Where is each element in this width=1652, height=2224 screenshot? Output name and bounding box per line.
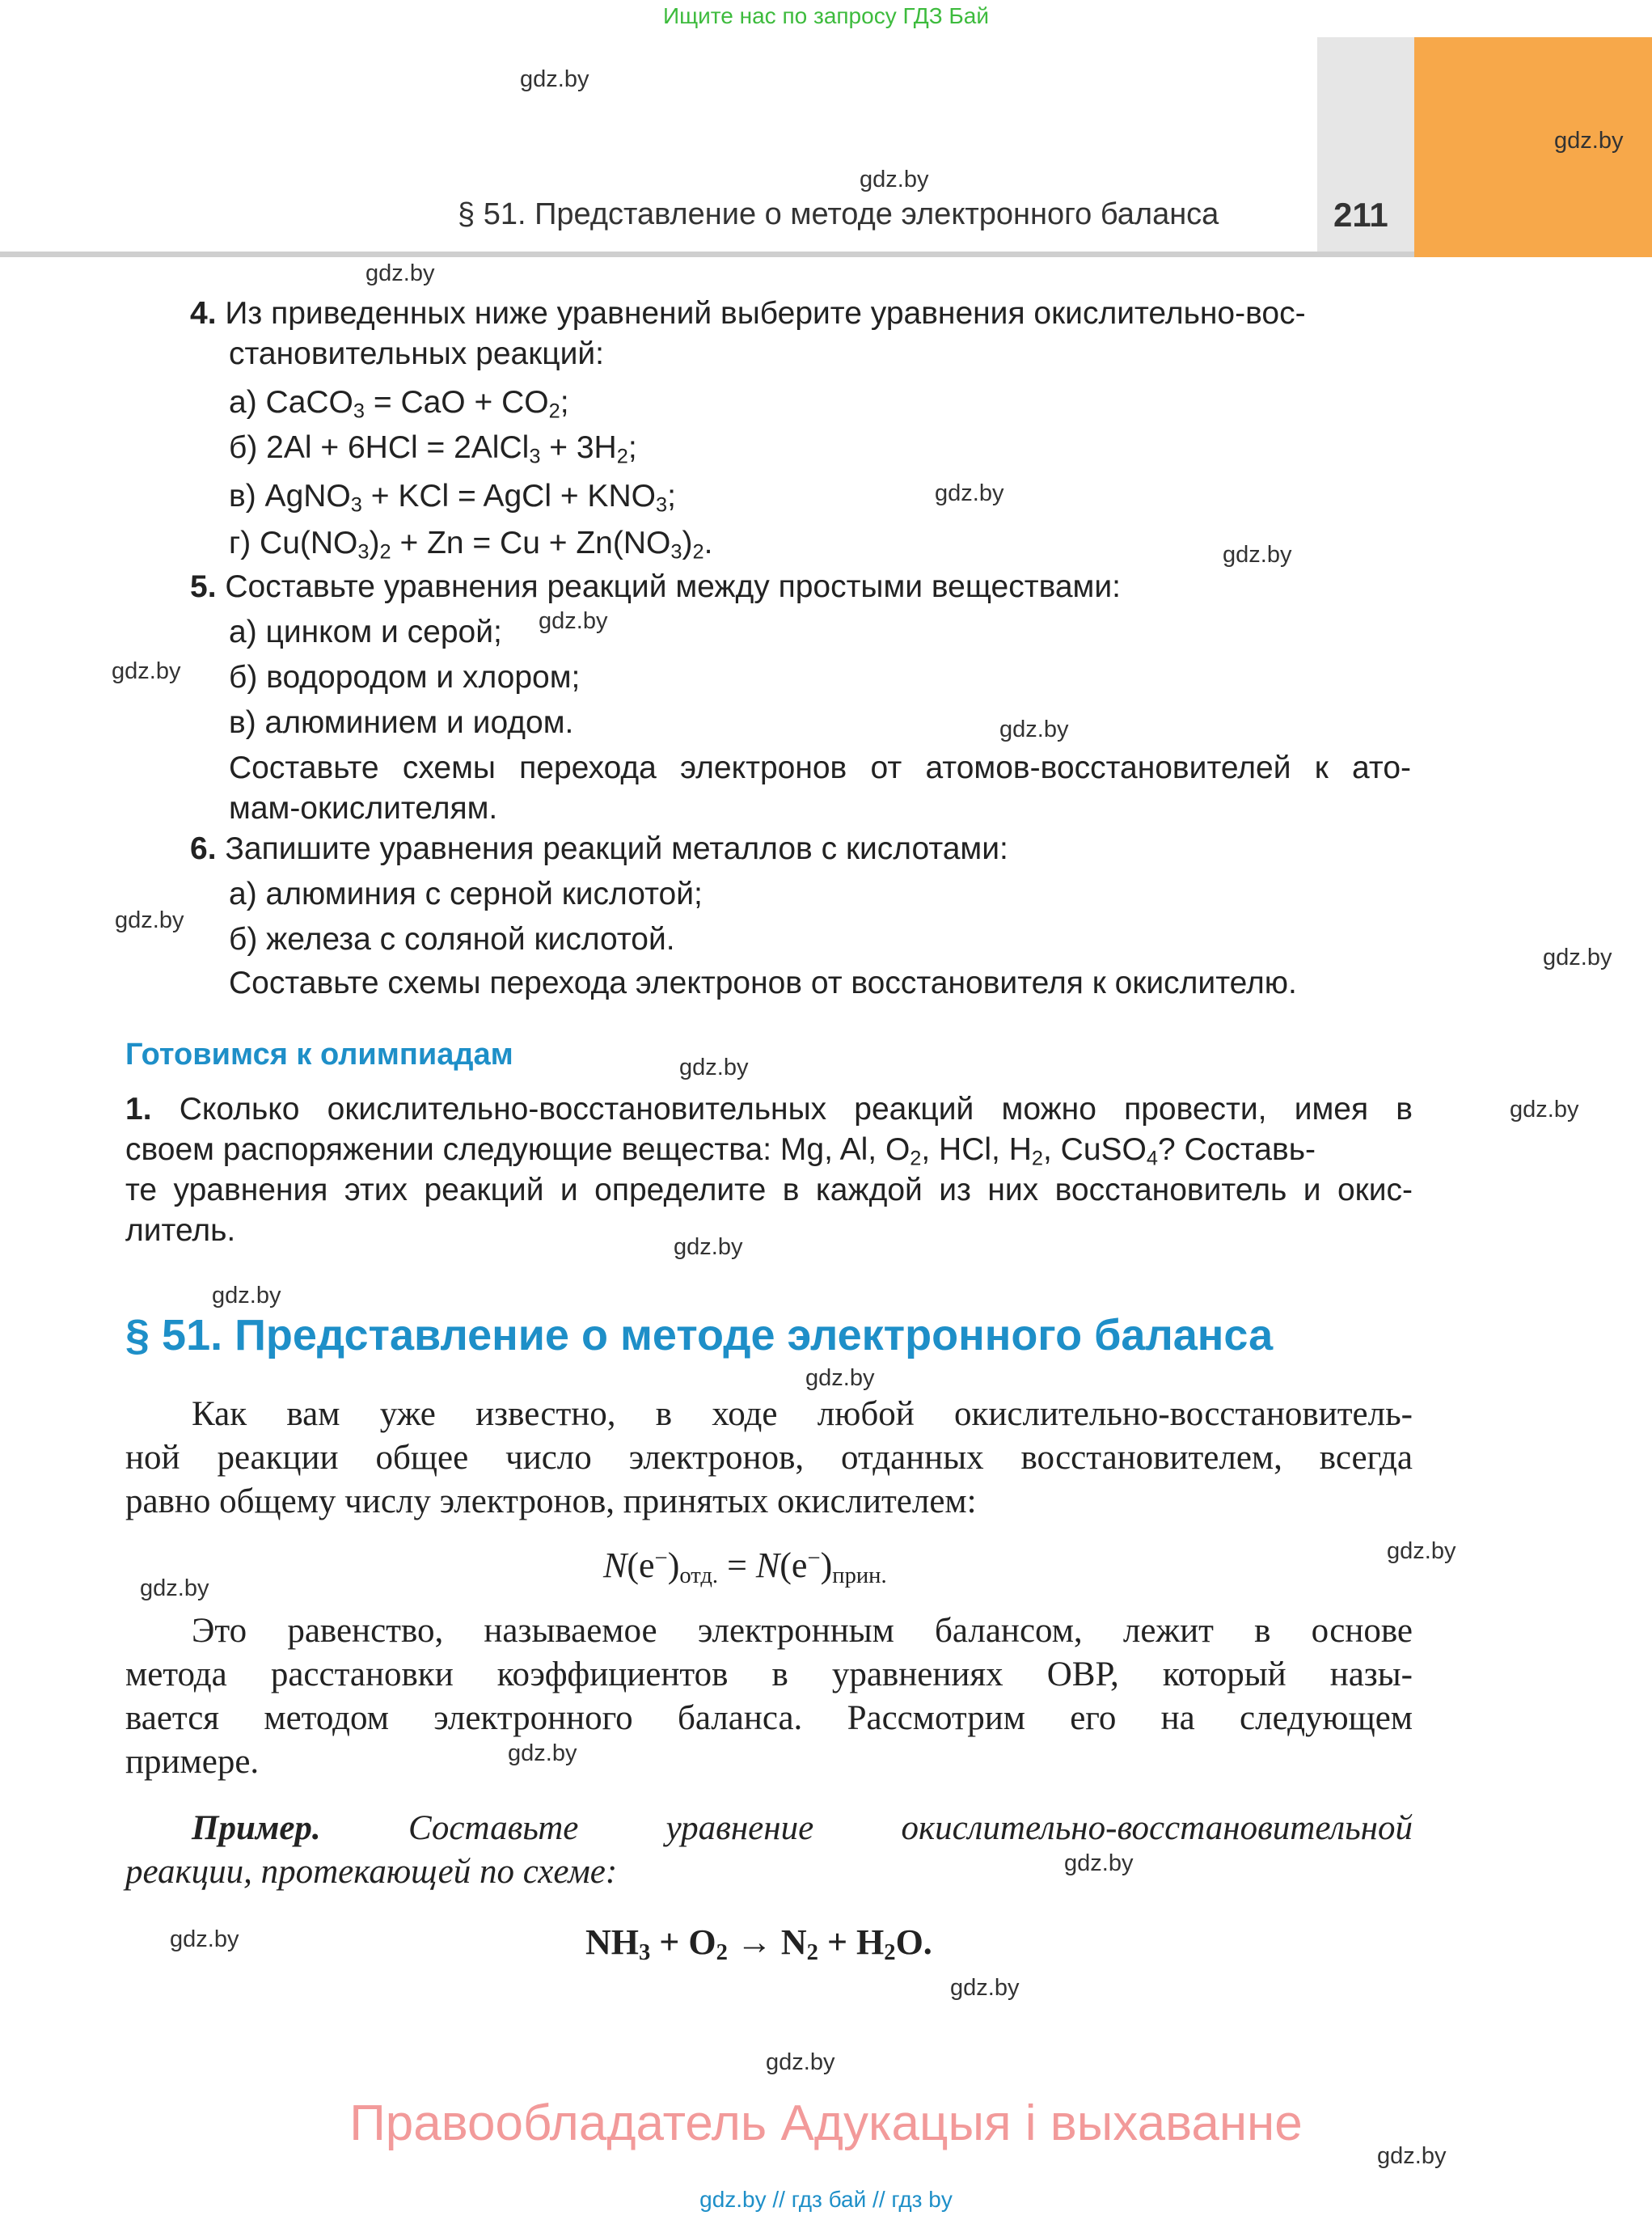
exercise-4-line [190,294,1306,333]
exercise-text: Составьте схемы перехода электронов от атомов-восстановителей к ато- [229,750,1411,785]
watermark: gdz.by [860,167,929,192]
paragraph-line: Как вам уже известно, в ходе любой окислительно-восстановитель- [192,1395,1413,1433]
watermark: gdz.by [1510,1097,1579,1123]
olympiad-line [125,1090,1413,1129]
electron-balance-formula: $N(e^-)_{отд.} = N(e^-)_{прин.}$ [603,1545,887,1589]
olympiad-line: те уравнения этих реакций и определите в каждой из них восстановитель и окис- [125,1173,1413,1207]
watermark: gdz.by [674,1234,743,1260]
equation-b: б) 2Al + 6HCl = 2AlCl$_3$ + $3H_2$; [229,430,637,468]
exercise-number: 6. [190,831,217,866]
exercise-text: мам-окислителям. [229,791,498,826]
paragraph-line: ной реакции общее число электронов, отданных восстановителем, всегда [125,1439,1413,1477]
olympiad-heading: Готовимся к олимпиадам [125,1038,513,1072]
watermark: gdz.by [935,480,1004,506]
exercise-item: а) алюминия с серной кислотой; [229,877,703,911]
watermark: gdz.by [1223,542,1292,568]
exercise-text: Составьте схемы перехода электронов от восстановителя к окислителю. [229,966,1297,1000]
watermark: gdz.by [508,1740,577,1766]
olympiad-text: ? Составь- [1157,1132,1316,1167]
item-marker: б) [229,430,258,465]
watermark: gdz.by [1387,1538,1456,1564]
equation-a: а) CaCO$_3$ = CaO + $CO_2$; [229,385,569,423]
watermark: gdz.by [115,907,184,933]
copyright-watermark: Правообладатель Адукацыя і выхаванне [349,2095,1303,2151]
paragraph-line: метода расстановки коэффициентов в уравнениях ОВР, который назы- [125,1655,1413,1693]
running-title: § 51. Представление о методе электронного баланса [458,197,1219,231]
exercise-text: Из приведенных ниже уравнений выберите уравнения окислительно-вос- [225,296,1306,331]
item-marker: а) [229,385,257,420]
olympiad-text: своем распоряжении следующие вещества: [125,1132,772,1167]
exercise-item: а) цинком и серой; [229,615,502,649]
paragraph-line: примере. [125,1743,260,1781]
exercise-number: 4. [190,296,217,331]
exercise-item: б) железа с соляной кислотой. [229,922,675,957]
watermark: gdz.by [212,1283,281,1309]
watermark: gdz.by [112,658,181,684]
watermark: gdz.by [365,260,435,286]
watermark: gdz.by [1064,1850,1134,1876]
watermark: gdz.by [766,2049,835,2075]
paragraph-line: вается методом электронного баланса. Рассмотрим его на следующем [125,1699,1413,1737]
olympiad-line: своем распоряжении следующие вещества: Mg, Al, $O_2$, HCl, $H_2$, CuSO$_4$? Составь- [125,1132,1316,1170]
watermark: gdz.by [140,1575,209,1601]
exercise-text: Составьте уравнения реакций между простыми веществами: [225,569,1121,604]
reaction-scheme: $NH_3 + O_2 \to N_2 + H_2O$. [585,1922,932,1966]
top-banner: Ищите нас по запросу ГДЗ Бай [662,3,990,28]
exercise-text: Запишите уравнения реакций металлов с кислотами: [225,831,1008,866]
watermark: gdz.by [520,66,589,92]
watermark: gdz.by [999,717,1069,742]
equation-v: в) AgNO$_3$ + KCl = AgCl + $KNO_3$; [229,479,676,517]
example-line [192,1807,1413,1850]
equation-g: г) $Cu(NO_3)_2 + Zn = Cu + Zn(NO_3)_2$. [229,526,713,564]
olympiad-line: литель. [125,1213,236,1248]
exercise-item: б) водородом и хлором; [229,660,581,695]
watermark: gdz.by [539,608,608,634]
example-line: реакции, протекающей по схеме: [125,1853,618,1891]
exercise-number: 5. [190,569,217,604]
watermark: gdz.by [1377,2143,1447,2169]
exercise-6-line [190,830,1008,869]
section-title: § 51. Представление о методе электронного баланса [125,1311,1274,1359]
exercise-4-line: становительных реакций: [229,336,605,371]
paragraph-line: Это равенство, называемое электронным балансом, лежит в основе [192,1612,1413,1650]
watermark: gdz.by [805,1365,875,1391]
header-rule [0,252,1414,257]
watermark: gdz.by [1543,945,1612,970]
exercise-5-line [190,568,1121,607]
watermark: gdz.by [950,1975,1020,2001]
item-marker: в) [229,479,256,514]
paragraph-line: равно общему числу электронов, принятых окислителем: [125,1482,977,1520]
olympiad-number: 1. [125,1092,152,1127]
page-number: 211 [1333,196,1388,234]
watermark: gdz.by [1554,128,1624,154]
example-label: Пример. [192,1809,321,1847]
olympiad-text: Сколько окислительно-восстановительных реакций можно провести, имея в [179,1092,1413,1127]
exercise-item: в) алюминием и иодом. [229,705,574,740]
footer-links: gdz.by // гдз бай // гдз by [699,2187,953,2212]
item-marker: г) [229,526,251,560]
watermark: gdz.by [679,1055,749,1080]
watermark: gdz.by [170,1926,239,1952]
example-text: Составьте уравнение окислительно-восстановительной [408,1809,1413,1847]
